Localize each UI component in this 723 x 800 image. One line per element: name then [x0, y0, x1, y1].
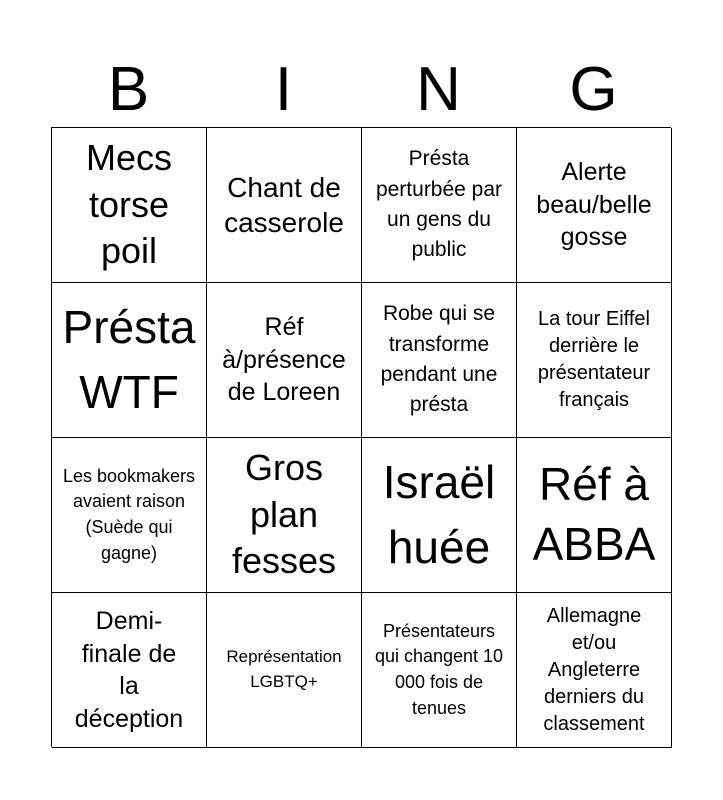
bingo-cell-text: Présta WTF [62, 300, 196, 418]
bingo-grid [51, 127, 671, 747]
bingo-cell-r1c3[interactable] [362, 128, 517, 283]
bingo-cell-text: Mecs torse poil [85, 136, 172, 272]
bingo-cell-r4c3[interactable] [362, 593, 517, 748]
bingo-cell-r2c4[interactable] [517, 283, 672, 438]
bingo-cell-r4c4[interactable] [517, 593, 672, 748]
bingo-cell-text: Les bookmakers avaient raison (Suède qui gagne) [62, 465, 196, 563]
bingo-cell-r1c2[interactable] [207, 128, 362, 283]
bingo-cell-text: Présta perturbée par un gens du public [375, 147, 503, 262]
bingo-cell-text: La tour Eiffel derrière le présentateur français [537, 308, 651, 411]
header-letter-n: N [416, 55, 461, 124]
bingo-cell-r3c2[interactable] [207, 438, 362, 593]
bingo-header [51, 52, 671, 128]
bingo-cell-text: Représentation LGBTQ+ [226, 647, 342, 691]
bingo-cell-r4c1[interactable] [52, 593, 207, 748]
bingo-cell-text: Alerte beau/belle gosse [536, 158, 652, 252]
bingo-cell-text: Robe qui se transforme pendant une présta [380, 302, 498, 417]
bingo-cell-text: Gros plan fesses [231, 446, 337, 582]
bingo-cell-text: Demi-finale de la déception [74, 607, 184, 733]
bingo-cell-r3c4[interactable] [517, 438, 672, 593]
bingo-cell-r3c1[interactable] [52, 438, 207, 593]
bingo-cell-r3c3[interactable] [362, 438, 517, 593]
bingo-cell-text: Israël huée [382, 455, 496, 573]
bingo-cell-r1c1[interactable] [52, 128, 207, 283]
bingo-cell-r2c1[interactable] [52, 283, 207, 438]
bingo-cell-text: Allemagne et/ou Angleterre derniers du classement [543, 604, 645, 735]
header-letter-g: G [569, 55, 618, 124]
header-letter-b: B [107, 55, 150, 124]
bingo-cell-r2c2[interactable] [207, 283, 362, 438]
bingo-cell-r4c2[interactable] [207, 593, 362, 748]
header-letter-i: I [274, 55, 293, 124]
bingo-cell-r1c4[interactable] [517, 128, 672, 283]
bingo-cell-text: Présentateurs qui changent 10 000 fois de tenues [374, 620, 504, 718]
bingo-cell-text: Réf à/présence de Loreen [222, 313, 346, 407]
bingo-cell-text: Chant de casserole [224, 172, 344, 238]
bingo-cell-text: Réf à ABBA [532, 458, 656, 570]
bingo-cell-r2c3[interactable] [362, 283, 517, 438]
